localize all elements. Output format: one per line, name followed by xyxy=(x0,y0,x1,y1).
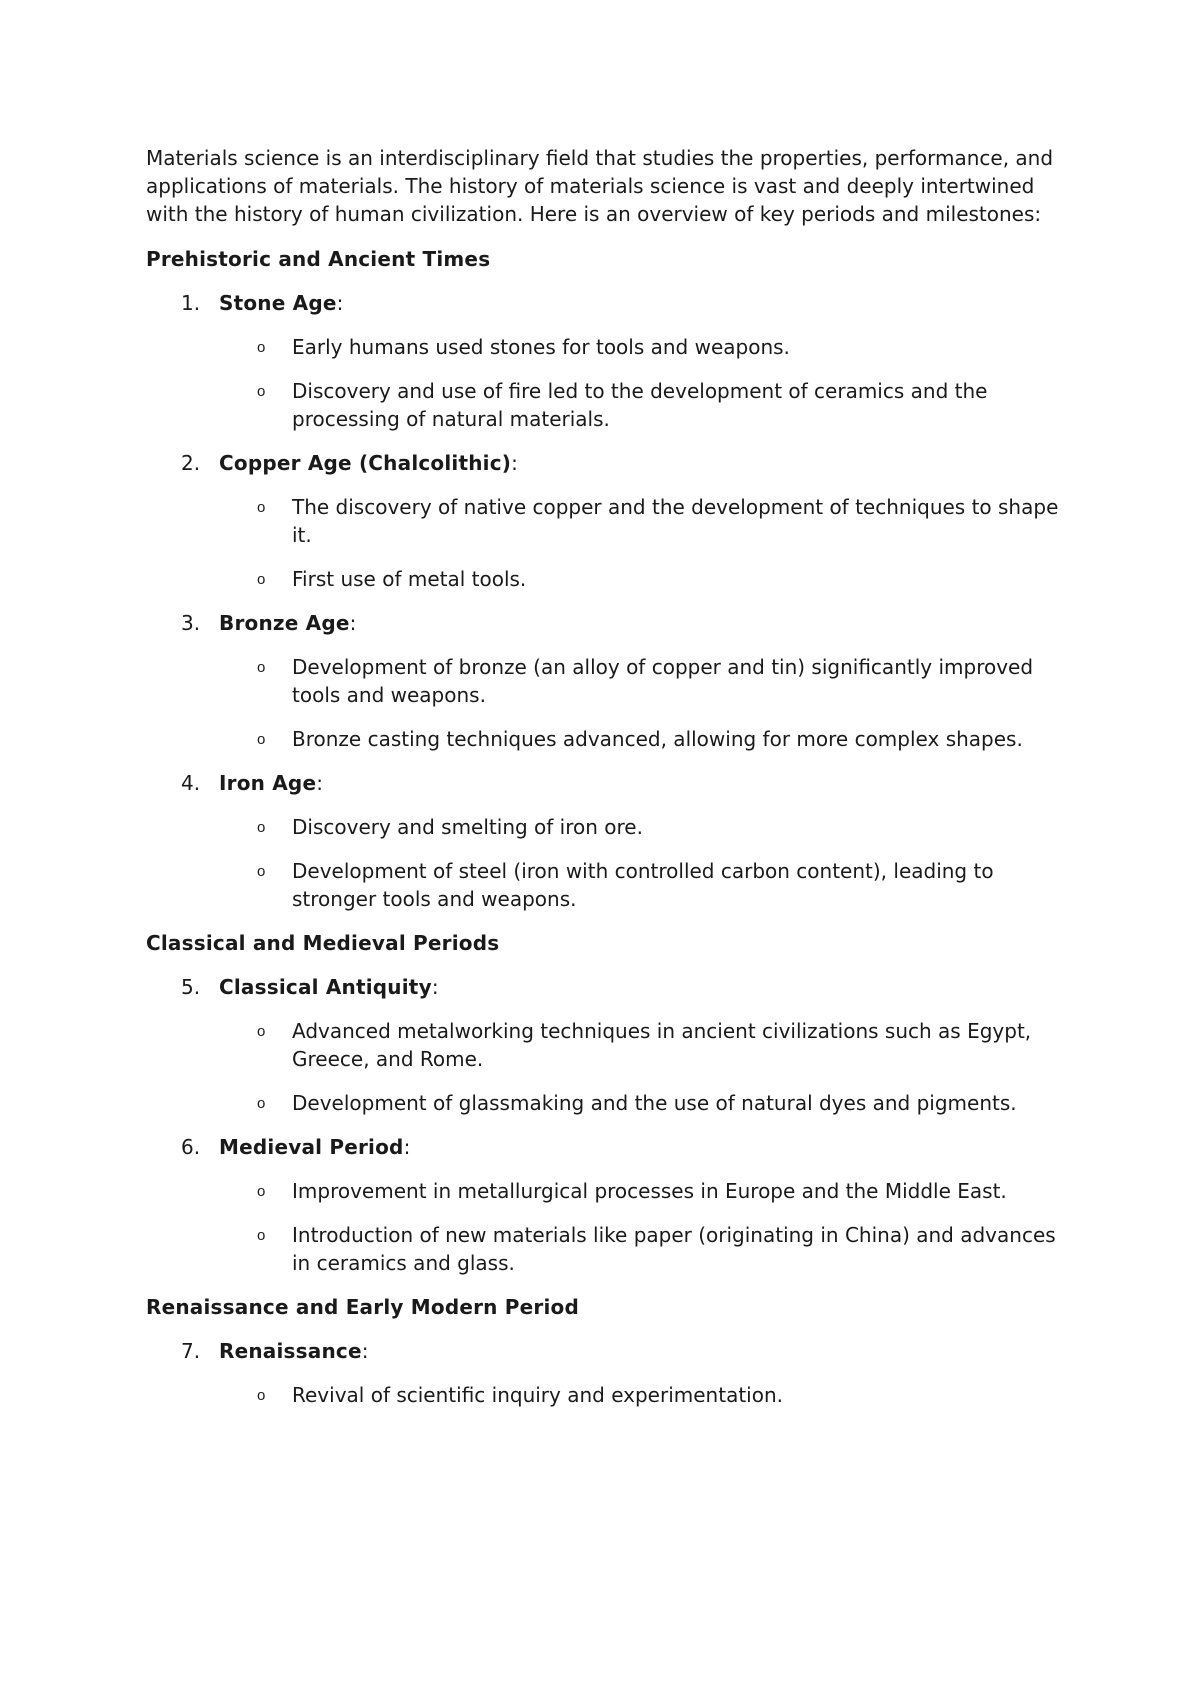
bullet-text: Development of glassmaking and the use of natural dyes and pigments. xyxy=(292,1091,1017,1115)
item-title: Renaissance xyxy=(219,1339,362,1363)
circle-bullet-icon: o xyxy=(257,1095,266,1112)
circle-bullet-icon: o xyxy=(257,383,266,400)
circle-bullet-icon: o xyxy=(257,659,266,676)
numbered-item xyxy=(146,609,1066,753)
list-item xyxy=(146,333,1066,361)
bullet-text: Development of bronze (an alloy of copper and tin) significantly improved tools and weapons. xyxy=(292,655,1034,707)
bullet-text: Development of steel (iron with controlled carbon content), leading to stronger tools and weapons. xyxy=(292,859,994,911)
item-number: 7. xyxy=(181,1339,201,1363)
bullet-text: Discovery and smelting of iron ore. xyxy=(292,815,643,839)
bullet-text: Early humans used stones for tools and weapons. xyxy=(292,335,790,359)
section xyxy=(146,245,1066,913)
numbered-item xyxy=(146,769,1066,913)
item-title: Iron Age xyxy=(219,771,317,795)
circle-bullet-icon: o xyxy=(257,339,266,356)
bullet-list xyxy=(146,1017,1066,1117)
item-title-colon: : xyxy=(349,611,357,635)
bullet-text: Bronze casting techniques advanced, allowing for more complex shapes. xyxy=(292,727,1023,751)
list-item xyxy=(146,1017,1066,1073)
item-title-colon: : xyxy=(316,771,323,795)
item-number: 2. xyxy=(181,451,201,475)
item-title-colon: : xyxy=(511,451,518,475)
item-title-colon: : xyxy=(431,975,439,999)
bullet-list xyxy=(146,1177,1066,1277)
circle-bullet-icon: o xyxy=(257,1227,266,1244)
list-item xyxy=(146,1177,1066,1205)
bullet-list xyxy=(146,1381,1066,1409)
bullet-text: Introduction of new materials like paper (originating in China) and advances in ceramics and glass. xyxy=(292,1223,1056,1275)
bullet-list xyxy=(146,493,1066,593)
circle-bullet-icon: o xyxy=(257,571,266,588)
list-item xyxy=(146,725,1066,753)
item-number: 1. xyxy=(181,291,201,315)
section-heading: Classical and Medieval Periods xyxy=(146,931,500,955)
bullet-text: Improvement in metallurgical processes in Europe and the Middle East. xyxy=(292,1179,1007,1203)
document-page xyxy=(146,144,1066,1425)
bullet-text: Revival of scientific inquiry and experimentation. xyxy=(292,1383,783,1407)
circle-bullet-icon: o xyxy=(257,863,266,880)
item-number: 3. xyxy=(181,611,201,635)
circle-bullet-icon: o xyxy=(257,731,266,748)
item-title: Classical Antiquity xyxy=(219,975,432,999)
circle-bullet-icon: o xyxy=(257,499,266,516)
list-item xyxy=(146,1089,1066,1117)
numbered-item xyxy=(146,973,1066,1117)
item-heading xyxy=(146,449,1066,477)
list-item xyxy=(146,857,1066,913)
numbered-item xyxy=(146,289,1066,433)
bullet-text: The discovery of native copper and the development of techniques to shape it. xyxy=(292,495,1059,547)
item-title: Stone Age xyxy=(219,291,337,315)
list-item xyxy=(146,493,1066,549)
section-heading: Renaissance and Early Modern Period xyxy=(146,1295,579,1319)
numbered-item xyxy=(146,1337,1066,1409)
item-heading xyxy=(146,1337,1066,1365)
item-number: 5. xyxy=(181,975,201,999)
item-title: Bronze Age xyxy=(219,611,350,635)
circle-bullet-icon: o xyxy=(257,1023,266,1040)
item-title-colon: : xyxy=(361,1339,369,1363)
item-number: 4. xyxy=(181,771,201,795)
list-item xyxy=(146,653,1066,709)
item-heading xyxy=(146,609,1066,637)
item-heading xyxy=(146,289,1066,317)
intro-paragraph: Materials science is an interdisciplinary field that studies the properties, performance, and applications of materials. The history of materials science is vast and deeply intertwined with the history of human civilization. Here is an overview of key periods and milestones: xyxy=(146,146,1054,226)
bullet-list xyxy=(146,333,1066,433)
bullet-list xyxy=(146,813,1066,913)
item-title-colon: : xyxy=(336,291,344,315)
item-title: Copper Age (Chalcolithic) xyxy=(219,451,512,475)
circle-bullet-icon: o xyxy=(257,819,266,836)
list-item xyxy=(146,1381,1066,1409)
item-title: Medieval Period xyxy=(219,1135,404,1159)
section xyxy=(146,1293,1066,1409)
section-heading: Prehistoric and Ancient Times xyxy=(146,247,491,271)
numbered-item xyxy=(146,1133,1066,1277)
item-heading xyxy=(146,769,1066,797)
item-heading xyxy=(146,973,1066,1001)
numbered-item xyxy=(146,449,1066,593)
list-item xyxy=(146,565,1066,593)
list-item xyxy=(146,377,1066,433)
list-item xyxy=(146,813,1066,841)
bullet-text: First use of metal tools. xyxy=(292,567,527,591)
item-heading xyxy=(146,1133,1066,1161)
section xyxy=(146,929,1066,1277)
item-title-colon: : xyxy=(403,1135,411,1159)
bullet-list xyxy=(146,653,1066,753)
list-item xyxy=(146,1221,1066,1277)
bullet-text: Advanced metalworking techniques in ancient civilizations such as Egypt, Greece, and Rome. xyxy=(292,1019,1032,1071)
circle-bullet-icon: o xyxy=(257,1387,266,1404)
item-number: 6. xyxy=(181,1135,201,1159)
sections-container xyxy=(146,245,1066,1409)
bullet-text: Discovery and use of fire led to the development of ceramics and the processing of natural materials. xyxy=(292,379,988,431)
circle-bullet-icon: o xyxy=(257,1183,266,1200)
